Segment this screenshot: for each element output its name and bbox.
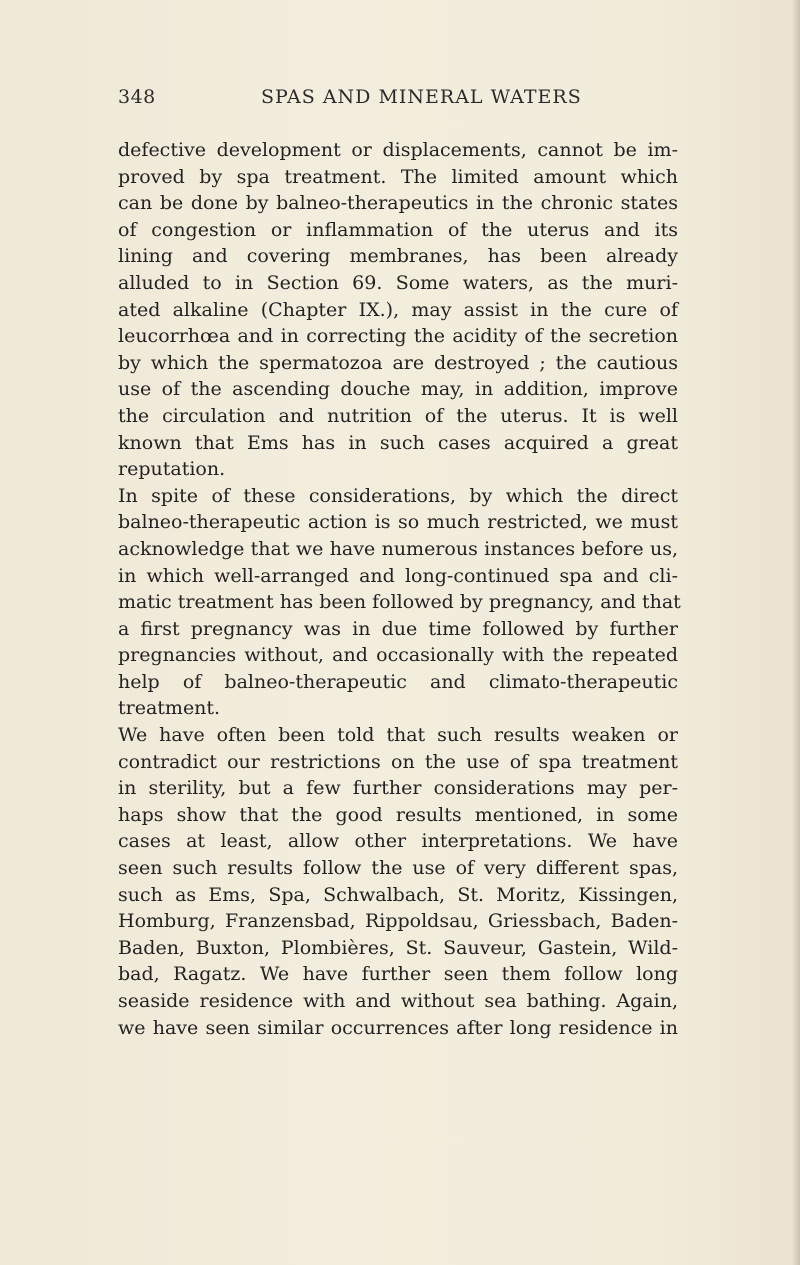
- text-line: Baden, Buxton, Plombières, St. Sauveur, Gastein, Wild-: [118, 936, 678, 959]
- text-line: acknowledge that we have numerous instances before us,: [118, 537, 678, 560]
- text-line: lining and covering membranes, has been already: [118, 245, 678, 268]
- text-line: the circulation and nutrition of the uterus. It is well: [118, 404, 678, 427]
- text-line: haps show that the good results mentioned, in some: [118, 803, 678, 826]
- text-line: use of the ascending douche may, in addition, improve: [118, 378, 678, 401]
- text-line: we have seen similar occurrences after long residence in: [118, 1016, 678, 1039]
- text-line: in which well-arranged and long-continued spa and cli-: [118, 564, 678, 587]
- text-line: seen such results follow the use of very different spas,: [118, 857, 678, 880]
- text-line: of congestion or inflammation of the uterus and its: [118, 218, 678, 241]
- page-number: 348: [118, 86, 156, 108]
- text-line: by which the spermatozoa are destroyed ; the cautious: [118, 351, 678, 374]
- text-line: defective development or displacements, cannot be im-: [118, 139, 678, 161]
- text-line: alluded to in Section 69. Some waters, as the muri-: [118, 271, 678, 294]
- text-line: a first pregnancy was in due time followed by further: [118, 617, 678, 640]
- text-line: such as Ems, Spa, Schwalbach, St. Moritz, Kissingen,: [118, 883, 678, 906]
- text-line: treatment.: [118, 697, 221, 720]
- text-line: balneo-therapeutic action is so much restricted, we must: [118, 511, 678, 534]
- running-head: SPAS AND MINERAL WATERS: [261, 86, 582, 108]
- page-edge-shadow: [792, 0, 800, 1265]
- text-line: pregnancies without, and occasionally with the repeated: [118, 644, 678, 667]
- text-line: help of balneo-therapeutic and climato-therapeutic: [118, 670, 678, 693]
- text-line: reputation.: [118, 458, 226, 481]
- text-line: leucorrhœa and in correcting the acidity of the secretion: [118, 325, 678, 348]
- page-header: [118, 86, 674, 116]
- text-line: seaside residence with and without sea bathing. Again,: [118, 990, 678, 1012]
- text-line: can be done by balneo-therapeutics in the chronic states: [118, 192, 678, 215]
- text-line: in sterility, but a few further considerations may per-: [118, 777, 678, 800]
- text-line: known that Ems has in such cases acquired a great: [118, 431, 678, 454]
- text-line: Homburg, Franzensbad, Rippoldsau, Griessbach, Baden-: [118, 910, 678, 933]
- text-line: contradict our restrictions on the use of spa treatment: [118, 750, 678, 773]
- text-line: ated alkaline (Chapter IX.), may assist in the cure of: [118, 298, 678, 321]
- text-line: proved by spa treatment. The limited amount which: [118, 165, 678, 188]
- text-line: matic treatment has been followed by pregnancy, and that: [118, 591, 681, 614]
- text-line: In spite of these considerations, by which the direct: [118, 484, 678, 507]
- body-text: [118, 137, 681, 1041]
- text-line: bad, Ragatz. We have further seen them follow long: [118, 963, 678, 986]
- text-line: We have often been told that such results weaken or: [118, 724, 678, 747]
- text-line: cases at least, allow other interpretations. We have: [118, 830, 678, 853]
